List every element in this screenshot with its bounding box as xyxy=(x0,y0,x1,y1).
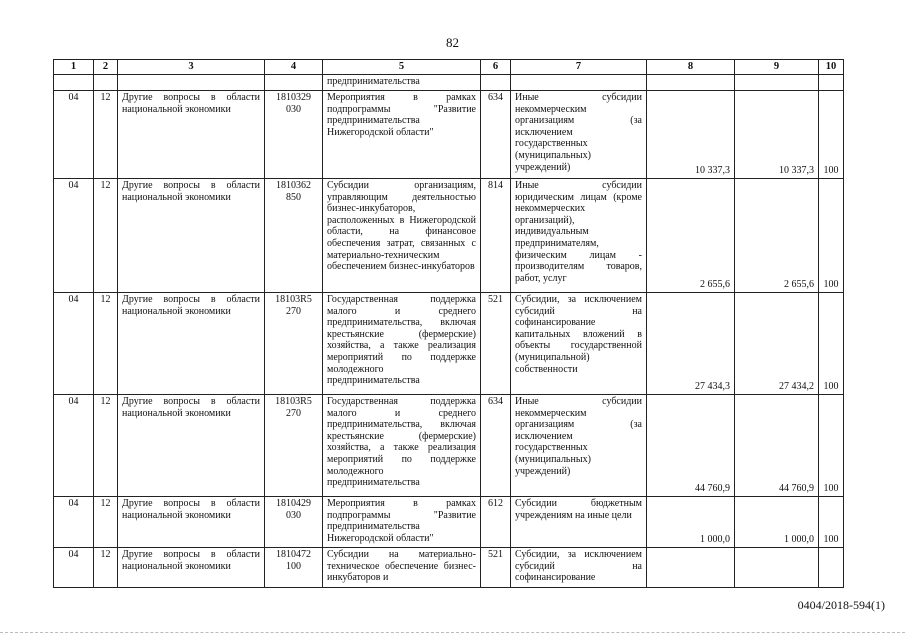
expense-type-code: 634 xyxy=(481,395,511,497)
target-article: 1810362 850 xyxy=(265,179,323,293)
header-cell-2: 2 xyxy=(94,60,118,75)
subsection-code: 12 xyxy=(94,91,118,179)
target-article: 1810472 100 xyxy=(265,548,323,588)
expense-type-name: Иные субсидии некоммерческим организациям (за исключением государственных (муниципальных) учреждений) xyxy=(511,395,647,497)
subsection-code: 12 xyxy=(94,293,118,395)
section-code: 04 xyxy=(54,497,94,548)
header-cell-6: 6 xyxy=(481,60,511,75)
section-name: Другие вопросы в области национальной экономики xyxy=(118,548,265,588)
target-article: 1810329 030 xyxy=(265,91,323,179)
subsection-code: 12 xyxy=(94,179,118,293)
header-cell-4: 4 xyxy=(265,60,323,75)
planned-amount: 1 000,0 xyxy=(647,497,735,548)
section-name: Другие вопросы в области национальной экономики xyxy=(118,179,265,293)
execution-percent: 100 xyxy=(819,293,844,395)
section-code: 04 xyxy=(54,91,94,179)
planned-amount: 10 337,3 xyxy=(647,91,735,179)
table-row xyxy=(54,179,844,293)
expense-type-name: Субсидии, за исключением субсидий на софинансирование капитальных вложений в объекты государственной (муниципальной) собственности xyxy=(511,293,647,395)
expense-type-name: Иные субсидии некоммерческим организациям (за исключением государственных (муниципальных) учреждений) xyxy=(511,91,647,179)
expense-type-name: Субсидии бюджетным учреждениям на иные цели xyxy=(511,497,647,548)
article-name: Государственная поддержка малого и среднего предпринимательства, включая крестьянские (фермерские) хозяйства, а также реализация мероприятий по поддержке молодежного предпринимательства xyxy=(323,395,481,497)
page-edge-divider xyxy=(0,632,905,633)
article-name: Мероприятия в рамках подпрограммы "Развитие предпринимательства Нижегородской области" xyxy=(323,91,481,179)
expense-type-code: 814 xyxy=(481,179,511,293)
header-cell-7: 7 xyxy=(511,60,647,75)
article-name: Государственная поддержка малого и среднего предпринимательства, включая крестьянские (фермерские) хозяйства, а также реализация мероприятий по поддержке молодежного предпринимательства xyxy=(323,293,481,395)
expense-type-code: 612 xyxy=(481,497,511,548)
planned-amount: 27 434,3 xyxy=(647,293,735,395)
subsection-code: 12 xyxy=(94,497,118,548)
execution-percent xyxy=(819,548,844,588)
section-name: Другие вопросы в области национальной экономики xyxy=(118,91,265,179)
actual-amount xyxy=(735,548,819,588)
header-cell-10: 10 xyxy=(819,60,844,75)
header-cell-9: 9 xyxy=(735,60,819,75)
header-cell-5: 5 xyxy=(323,60,481,75)
execution-percent: 100 xyxy=(819,497,844,548)
planned-amount xyxy=(647,548,735,588)
article-name: Мероприятия в рамках подпрограммы "Развитие предпринимательства Нижегородской области" xyxy=(323,497,481,548)
table-row xyxy=(54,497,844,548)
document-code: 0404/2018-594(1) xyxy=(797,598,885,612)
expense-type-name: Иные субсидии юридическим лицам (кроме некоммерческих организаций), индивидуальным предпринимателям, физическим лицам - производителям товаров, работ, услуг xyxy=(511,179,647,293)
header-row xyxy=(54,60,844,75)
target-article: 18103R5 270 xyxy=(265,293,323,395)
header-cell-1: 1 xyxy=(54,60,94,75)
expense-type-code: 634 xyxy=(481,91,511,179)
continuation-row xyxy=(54,75,844,91)
actual-amount: 2 655,6 xyxy=(735,179,819,293)
table-row xyxy=(54,293,844,395)
subsection-code: 12 xyxy=(94,395,118,497)
actual-amount: 1 000,0 xyxy=(735,497,819,548)
planned-amount: 2 655,6 xyxy=(647,179,735,293)
section-name: Другие вопросы в области национальной экономики xyxy=(118,497,265,548)
section-code: 04 xyxy=(54,548,94,588)
actual-amount: 10 337,3 xyxy=(735,91,819,179)
subsection-code: 12 xyxy=(94,548,118,588)
execution-percent: 100 xyxy=(819,179,844,293)
article-name: Субсидии организациям, управляющим деятельностью бизнес-инкубаторов, расположенных в Нижегородской области, на финансовое обеспечения затрат, связанных с материально-техническим обеспечением бизнес-инкубаторов xyxy=(323,179,481,293)
section-code: 04 xyxy=(54,293,94,395)
budget-table xyxy=(53,59,844,588)
target-article: 18103R5 270 xyxy=(265,395,323,497)
actual-amount: 27 434,2 xyxy=(735,293,819,395)
header-cell-3: 3 xyxy=(118,60,265,75)
continuation-text: предпринимательства xyxy=(323,75,481,91)
section-name: Другие вопросы в области национальной экономики xyxy=(118,395,265,497)
target-article: 1810429 030 xyxy=(265,497,323,548)
actual-amount: 44 760,9 xyxy=(735,395,819,497)
table-row xyxy=(54,91,844,179)
table-row xyxy=(54,548,844,588)
page-number: 82 xyxy=(446,35,459,50)
section-code: 04 xyxy=(54,395,94,497)
planned-amount: 44 760,9 xyxy=(647,395,735,497)
execution-percent: 100 xyxy=(819,91,844,179)
article-name: Субсидии на материально-техническое обеспечение бизнес-инкубаторов и xyxy=(323,548,481,588)
header-cell-8: 8 xyxy=(647,60,735,75)
expense-type-code: 521 xyxy=(481,293,511,395)
expense-type-name: Субсидии, за исключением субсидий на софинансирование xyxy=(511,548,647,588)
table-row xyxy=(54,395,844,497)
section-code: 04 xyxy=(54,179,94,293)
execution-percent: 100 xyxy=(819,395,844,497)
section-name: Другие вопросы в области национальной экономики xyxy=(118,293,265,395)
expense-type-code: 521 xyxy=(481,548,511,588)
